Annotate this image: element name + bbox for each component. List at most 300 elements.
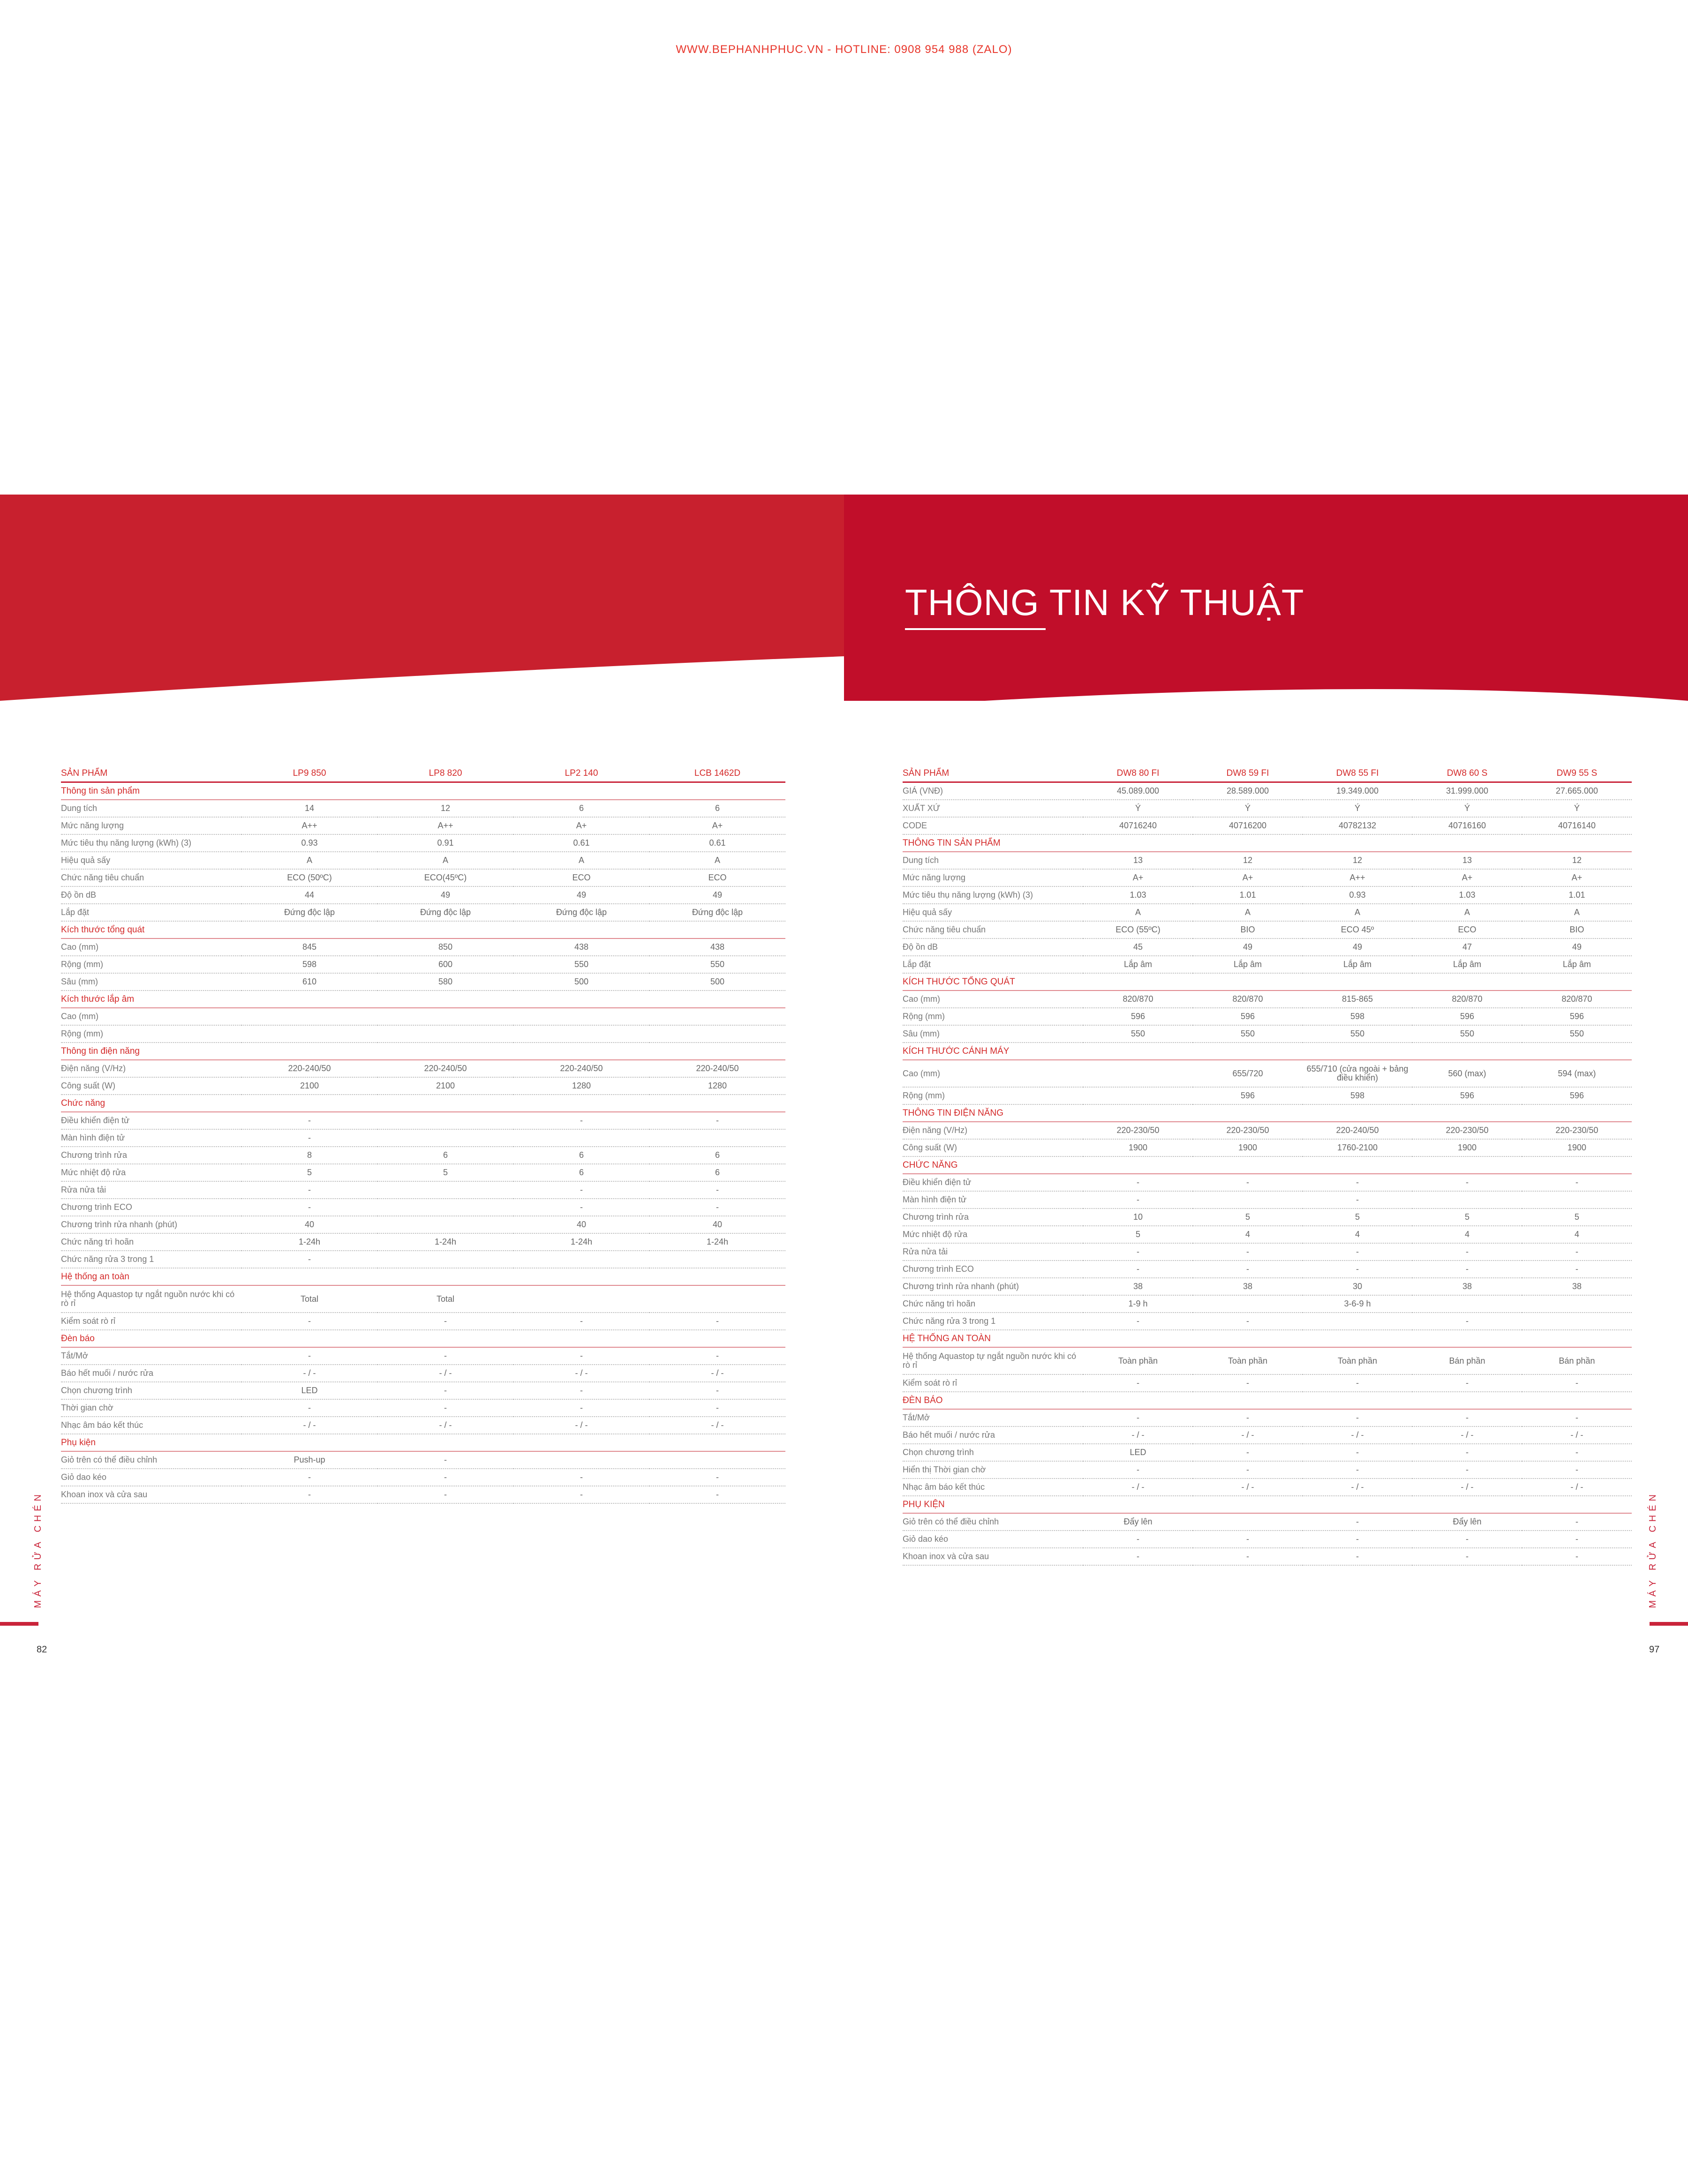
spec-value: - <box>1193 1444 1303 1461</box>
page-title: THÔNG TIN KỸ THUẬT <box>905 582 1304 623</box>
spec-value: 40 <box>513 1216 649 1233</box>
spec-value: 598 <box>1303 1008 1412 1025</box>
spec-value: 13 <box>1412 852 1522 869</box>
spec-value: 820/870 <box>1083 991 1193 1008</box>
spec-value: 5 <box>1193 1208 1303 1226</box>
spec-value: Đứng độc lập <box>241 904 377 921</box>
spec-value: ECO(45ºC) <box>377 869 513 886</box>
spec-value: A <box>1193 904 1303 921</box>
table-row <box>903 1208 1632 1226</box>
row-label: Mức nhiệt độ rửa <box>903 1226 1083 1243</box>
table-row <box>61 1164 785 1181</box>
spec-value: A+ <box>1193 869 1303 886</box>
right-side-bar <box>1650 1622 1688 1626</box>
spec-value: 40 <box>241 1216 377 1233</box>
row-label: Chương trình rửa nhanh (phút) <box>61 1216 241 1233</box>
spec-value: - <box>649 1112 785 1129</box>
section-header <box>903 1156 1632 1174</box>
spec-value: 12 <box>1303 852 1412 869</box>
spec-value: Ý <box>1193 800 1303 817</box>
spec-value: LED <box>1083 1444 1193 1461</box>
spec-value: - <box>1193 1548 1303 1565</box>
spec-value: - <box>1303 1374 1412 1392</box>
spec-value: Lắp âm <box>1522 956 1632 973</box>
section-title: THÔNG TIN SẢN PHẨM <box>903 834 1632 852</box>
section-header <box>61 1330 785 1347</box>
table-row <box>61 904 785 921</box>
section-header <box>903 1496 1632 1513</box>
spec-value: - / - <box>1303 1426 1412 1444</box>
row-label: Thời gian chờ <box>61 1399 241 1417</box>
spec-value: - <box>1412 1313 1522 1330</box>
spec-value: 40716240 <box>1083 817 1193 834</box>
spec-value: A++ <box>241 817 377 834</box>
spec-value: 1-24h <box>241 1233 377 1251</box>
spec-value: 1900 <box>1083 1139 1193 1156</box>
spec-value <box>377 1025 513 1043</box>
spec-value: 550 <box>1083 1025 1193 1043</box>
spec-value: A <box>1083 904 1193 921</box>
row-label: Chương trình ECO <box>61 1199 241 1216</box>
spec-value: 49 <box>377 886 513 904</box>
spec-value: ECO <box>513 869 649 886</box>
spec-value: 5 <box>1412 1208 1522 1226</box>
spec-value: - <box>1303 1461 1412 1479</box>
section-title: Thông tin điện năng <box>61 1043 785 1060</box>
spec-value: - <box>1412 1374 1522 1392</box>
spec-value: 5 <box>377 1164 513 1181</box>
spec-value: - <box>241 1313 377 1330</box>
section-header <box>903 1104 1632 1122</box>
row-label: Mức nhiệt độ rửa <box>61 1164 241 1181</box>
row-label: Điện năng (V/Hz) <box>61 1060 241 1077</box>
spec-value: 6 <box>377 1147 513 1164</box>
row-label: Báo hết muối / nước rửa <box>61 1365 241 1382</box>
spec-value: - <box>241 1181 377 1199</box>
section-header <box>61 782 785 800</box>
row-label: Mức tiêu thụ năng lượng (kWh) (3) <box>903 886 1083 904</box>
table-row <box>903 1426 1632 1444</box>
spec-value: 596 <box>1083 1008 1193 1025</box>
table-row <box>61 800 785 817</box>
spec-value: 6 <box>513 800 649 817</box>
spec-value: 1900 <box>1412 1139 1522 1156</box>
spec-value: 1900 <box>1193 1139 1303 1156</box>
spec-value: - / - <box>1303 1479 1412 1496</box>
section-title: ĐÈN BÁO <box>903 1392 1632 1409</box>
spec-value: Lắp âm <box>1193 956 1303 973</box>
row-label: Chức năng rửa 3 trong 1 <box>61 1251 241 1268</box>
header-banner <box>0 495 1688 701</box>
row-label: Lắp đặt <box>61 904 241 921</box>
table-row <box>61 1199 785 1216</box>
spec-value: 49 <box>1522 938 1632 956</box>
spec-value: ECO 45º <box>1303 921 1412 938</box>
spec-value <box>241 1008 377 1025</box>
section-header <box>61 1043 785 1060</box>
row-label: Chọn chương trình <box>903 1444 1083 1461</box>
spec-value: ECO (50ºC) <box>241 869 377 886</box>
table-row <box>61 834 785 852</box>
spec-value: - <box>1083 1409 1193 1426</box>
spec-value: - <box>1412 1531 1522 1548</box>
left-side-label: MÁY RỬA CHÉN <box>33 1491 43 1608</box>
spec-value: - <box>1083 1261 1193 1278</box>
spec-value: Total <box>241 1285 377 1313</box>
spec-value: 4 <box>1412 1226 1522 1243</box>
spec-value: 1-24h <box>377 1233 513 1251</box>
spec-value: 600 <box>377 956 513 973</box>
spec-value: 4 <box>1193 1226 1303 1243</box>
row-label: Lắp đặt <box>903 956 1083 973</box>
row-label: Điều khiển điện tử <box>61 1112 241 1129</box>
spec-value: 594 (max) <box>1522 1060 1632 1087</box>
spec-value: 596 <box>1522 1008 1632 1025</box>
spec-value: 1-24h <box>649 1233 785 1251</box>
spec-value: - / - <box>513 1417 649 1434</box>
spec-value: A+ <box>1522 869 1632 886</box>
spec-value <box>377 1129 513 1147</box>
spec-value: - / - <box>377 1417 513 1434</box>
spec-value: - <box>1522 1548 1632 1565</box>
spec-value: - <box>1193 1531 1303 1548</box>
spec-value: - <box>1083 1174 1193 1191</box>
spec-value: - <box>1083 1313 1193 1330</box>
spec-value: - / - <box>1412 1479 1522 1496</box>
spec-value: Ý <box>1083 800 1193 817</box>
spec-value: 220-240/50 <box>241 1060 377 1077</box>
row-label: Kiểm soát rò rỉ <box>903 1374 1083 1392</box>
spec-value: - <box>513 1347 649 1365</box>
spec-value: - <box>377 1486 513 1503</box>
row-label: Chức năng rửa 3 trong 1 <box>903 1313 1083 1330</box>
spec-value: 550 <box>513 956 649 973</box>
right-spec-table <box>903 765 1632 1566</box>
spec-value <box>1522 1191 1632 1208</box>
spec-value: 0.61 <box>513 834 649 852</box>
row-label: Điều khiển điện tử <box>903 1174 1083 1191</box>
spec-value: - <box>1522 1444 1632 1461</box>
spec-value: - <box>1412 1174 1522 1191</box>
spec-value: 45.089.000 <box>1083 782 1193 800</box>
spec-value: - <box>377 1313 513 1330</box>
spec-value <box>513 1008 649 1025</box>
row-label: Sâu (mm) <box>61 973 241 991</box>
spec-value: - <box>513 1382 649 1399</box>
spec-value: A <box>1303 904 1412 921</box>
spec-value <box>1412 1295 1522 1313</box>
left-page-number: 82 <box>37 1644 47 1655</box>
row-label: Dung tích <box>903 852 1083 869</box>
spec-value: 30 <box>1303 1278 1412 1295</box>
spec-value: 500 <box>649 973 785 991</box>
section-header <box>903 834 1632 852</box>
spec-value: 596 <box>1412 1087 1522 1104</box>
spec-value: - <box>1522 1461 1632 1479</box>
spec-value: 550 <box>1303 1025 1412 1043</box>
table-row <box>61 1347 785 1365</box>
spec-value: 31.999.000 <box>1412 782 1522 800</box>
spec-value: - <box>513 1486 649 1503</box>
spec-value: 815-865 <box>1303 991 1412 1008</box>
row-label: Giỏ dao kéo <box>903 1531 1083 1548</box>
table-row <box>903 1191 1632 1208</box>
spec-value: 40716160 <box>1412 817 1522 834</box>
spec-value: - / - <box>1083 1426 1193 1444</box>
row-label: Nhạc âm báo kết thúc <box>903 1479 1083 1496</box>
spec-value: 0.93 <box>241 834 377 852</box>
spec-value: 598 <box>1303 1087 1412 1104</box>
spec-value: - <box>1522 1243 1632 1261</box>
row-label: Chương trình ECO <box>903 1261 1083 1278</box>
spec-value: 45 <box>1083 938 1193 956</box>
spec-value: - / - <box>649 1365 785 1382</box>
spec-value: 12 <box>377 800 513 817</box>
header-label: SẢN PHẨM <box>61 768 108 778</box>
spec-value: 28.589.000 <box>1193 782 1303 800</box>
spec-value: - / - <box>1522 1479 1632 1496</box>
spec-value: ECO <box>1412 921 1522 938</box>
spec-value: 438 <box>513 938 649 956</box>
spec-value <box>649 1251 785 1268</box>
spec-value <box>377 1199 513 1216</box>
spec-value: A++ <box>1303 869 1412 886</box>
spec-value: - <box>649 1469 785 1486</box>
row-label: Giỏ trên có thể điều chỉnh <box>903 1513 1083 1531</box>
table-row <box>61 1313 785 1330</box>
table-row <box>61 1365 785 1382</box>
table-row <box>61 852 785 869</box>
spec-value: Lắp âm <box>1303 956 1412 973</box>
spec-value: 220-240/50 <box>649 1060 785 1077</box>
spec-value: 40716200 <box>1193 817 1303 834</box>
section-title: THÔNG TIN ĐIỆN NĂNG <box>903 1104 1632 1122</box>
spec-value: A <box>649 852 785 869</box>
table-row <box>903 1060 1632 1087</box>
table-row <box>61 1129 785 1147</box>
row-label: Rộng (mm) <box>61 956 241 973</box>
spec-value: - <box>241 1199 377 1216</box>
section-header <box>903 1043 1632 1060</box>
spec-value: 49 <box>1303 938 1412 956</box>
spec-value: 0.93 <box>1303 886 1412 904</box>
spec-value: 13 <box>1083 852 1193 869</box>
section-title: Hệ thống an toàn <box>61 1268 785 1285</box>
table-row <box>903 1513 1632 1531</box>
table-row <box>903 869 1632 886</box>
spec-value: 12 <box>1193 852 1303 869</box>
spec-value: 8 <box>241 1147 377 1164</box>
spec-value: 850 <box>377 938 513 956</box>
spec-value: - <box>1303 1191 1412 1208</box>
spec-value: 596 <box>1193 1008 1303 1025</box>
header-model: LP2 140 <box>565 768 598 778</box>
spec-value <box>1522 1313 1632 1330</box>
header-label: SẢN PHẨM <box>903 768 950 778</box>
table-row <box>903 1278 1632 1295</box>
table-row <box>61 1025 785 1043</box>
spec-value: - / - <box>1193 1479 1303 1496</box>
spec-value: 5 <box>1522 1208 1632 1226</box>
spec-value: 1-9 h <box>1083 1295 1193 1313</box>
row-label: Chức năng trì hoãn <box>903 1295 1083 1313</box>
row-label: Cao (mm) <box>61 1008 241 1025</box>
table-row <box>61 973 785 991</box>
spec-value: - <box>1303 1261 1412 1278</box>
spec-value <box>513 1251 649 1268</box>
row-label: Rửa nửa tải <box>903 1243 1083 1261</box>
spec-value: - <box>1193 1261 1303 1278</box>
spec-value: - <box>241 1129 377 1147</box>
spec-value <box>377 1251 513 1268</box>
spec-value: 820/870 <box>1193 991 1303 1008</box>
table-row <box>903 1374 1632 1392</box>
table-row <box>903 1479 1632 1496</box>
spec-value: 220-240/50 <box>377 1060 513 1077</box>
table-row <box>61 817 785 834</box>
table-row <box>61 1382 785 1399</box>
spec-value: 49 <box>649 886 785 904</box>
spec-value: - <box>1412 1243 1522 1261</box>
spec-value: A+ <box>649 817 785 834</box>
section-title: Phụ kiện <box>61 1434 785 1451</box>
spec-value <box>649 1025 785 1043</box>
spec-value <box>649 1285 785 1313</box>
row-label: Điện năng (V/Hz) <box>903 1122 1083 1139</box>
spec-value: Bán phần <box>1412 1347 1522 1374</box>
table-row <box>61 1251 785 1268</box>
table-row <box>903 1008 1632 1025</box>
spec-value: 220-240/50 <box>1303 1122 1412 1139</box>
table-row <box>61 869 785 886</box>
section-title: KÍCH THƯỚC CÁNH MÁY <box>903 1043 1632 1060</box>
spec-value: 1.01 <box>1522 886 1632 904</box>
section-title: KÍCH THƯỚC TỔNG QUÁT <box>903 973 1632 991</box>
row-label: Màn hình điện tử <box>903 1191 1083 1208</box>
table-row <box>61 1077 785 1095</box>
spec-value: 10 <box>1083 1208 1193 1226</box>
spec-value: A++ <box>377 817 513 834</box>
table-row <box>61 886 785 904</box>
spec-value <box>241 1025 377 1043</box>
spec-value <box>1193 1513 1303 1531</box>
spec-value: - <box>1303 1444 1412 1461</box>
table-row <box>61 1008 785 1025</box>
row-label: Công suất (W) <box>903 1139 1083 1156</box>
spec-value: Lắp âm <box>1083 956 1193 973</box>
spec-value: 0.61 <box>649 834 785 852</box>
spec-value: 550 <box>649 956 785 973</box>
table-row <box>903 991 1632 1008</box>
section-title: PHỤ KIỆN <box>903 1496 1632 1513</box>
spec-value <box>377 1216 513 1233</box>
spec-value: - / - <box>649 1417 785 1434</box>
spec-value: 2100 <box>377 1077 513 1095</box>
spec-value: - <box>1083 1191 1193 1208</box>
spec-value: 550 <box>1193 1025 1303 1043</box>
spec-value <box>377 1008 513 1025</box>
table-row <box>61 1112 785 1129</box>
row-label: Chức năng tiêu chuẩn <box>903 921 1083 938</box>
spec-value: 598 <box>241 956 377 973</box>
spec-value: - <box>377 1382 513 1399</box>
spec-value: - <box>1303 1409 1412 1426</box>
spec-value: 38 <box>1193 1278 1303 1295</box>
spec-value: - / - <box>241 1365 377 1382</box>
row-label: Rộng (mm) <box>903 1087 1083 1104</box>
spec-value: - <box>649 1181 785 1199</box>
spec-value: 6 <box>513 1164 649 1181</box>
table-row <box>903 1139 1632 1156</box>
spec-value: Toàn phần <box>1193 1347 1303 1374</box>
spec-value: 6 <box>649 1164 785 1181</box>
spec-value: - <box>377 1451 513 1469</box>
right-side-label: MÁY RỬA CHÉN <box>1648 1491 1658 1608</box>
spec-value: 14 <box>241 800 377 817</box>
spec-value: - <box>1522 1409 1632 1426</box>
table-row <box>61 1417 785 1434</box>
spec-value: 6 <box>649 1147 785 1164</box>
table-row <box>903 1087 1632 1104</box>
row-label: Sâu (mm) <box>903 1025 1083 1043</box>
table-row <box>903 1122 1632 1139</box>
table-row <box>61 1469 785 1486</box>
spec-value: Toàn phần <box>1083 1347 1193 1374</box>
spec-value: A+ <box>1412 869 1522 886</box>
table-row <box>903 1313 1632 1330</box>
row-label: Mức năng lượng <box>61 817 241 834</box>
table-row <box>903 904 1632 921</box>
spec-value: 4 <box>1522 1226 1632 1243</box>
row-label: Khoan inox và cửa sau <box>903 1548 1083 1565</box>
row-label: XUẤT XỨ <box>903 800 1083 817</box>
row-label: Rộng (mm) <box>903 1008 1083 1025</box>
spec-value: - <box>1303 1531 1412 1548</box>
spec-value: 49 <box>513 886 649 904</box>
spec-value: - <box>649 1347 785 1365</box>
spec-value: 655/710 (cửa ngoài + bảng điều khiển) <box>1303 1060 1412 1087</box>
spec-value: 655/720 <box>1193 1060 1303 1087</box>
spec-value: - <box>1412 1409 1522 1426</box>
spec-value: - / - <box>1522 1426 1632 1444</box>
row-label: Hệ thống Aquastop tự ngắt nguồn nước khi có rò rỉ <box>61 1285 241 1313</box>
spec-value: 596 <box>1193 1087 1303 1104</box>
spec-value: 1280 <box>649 1077 785 1095</box>
spec-value: 596 <box>1522 1087 1632 1104</box>
spec-value: Push-up <box>241 1451 377 1469</box>
title-underline <box>905 628 1046 630</box>
spec-value: 44 <box>241 886 377 904</box>
spec-value: 40716140 <box>1522 817 1632 834</box>
spec-value: - <box>1193 1461 1303 1479</box>
spec-value <box>1193 1295 1303 1313</box>
row-label: Chương trình rửa <box>61 1147 241 1164</box>
header-model: LP9 850 <box>293 768 326 778</box>
spec-value: 3-6-9 h <box>1303 1295 1412 1313</box>
spec-value: Đứng độc lập <box>649 904 785 921</box>
spec-value: - <box>1412 1261 1522 1278</box>
spec-value: 38 <box>1412 1278 1522 1295</box>
spec-value: - <box>1193 1243 1303 1261</box>
spec-value: - <box>513 1199 649 1216</box>
spec-value: A+ <box>1083 869 1193 886</box>
spec-value: - <box>1303 1243 1412 1261</box>
table-row <box>903 1243 1632 1261</box>
spec-value: Total <box>377 1285 513 1313</box>
header-model: DW8 60 S <box>1447 768 1488 778</box>
spec-value: 500 <box>513 973 649 991</box>
table-row <box>903 1444 1632 1461</box>
